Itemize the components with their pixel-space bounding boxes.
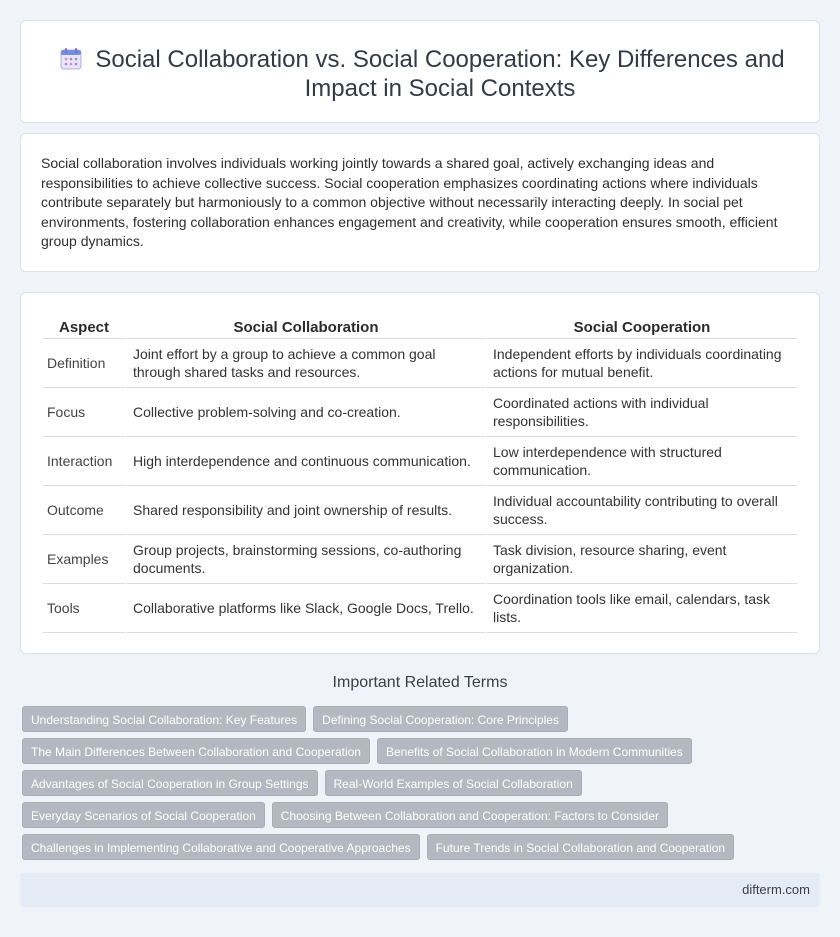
title-card bbox=[20, 20, 820, 123]
row-cooperation: Coordinated actions with individual responsibilities. bbox=[485, 388, 797, 437]
table-row bbox=[43, 388, 797, 437]
row-collaboration: Collective problem-solving and co-creation. bbox=[125, 388, 485, 437]
related-term-link[interactable]: Challenges in Implementing Collaborative and Cooperative Approaches bbox=[22, 834, 420, 860]
table-row bbox=[43, 486, 797, 535]
row-aspect: Interaction bbox=[43, 437, 125, 486]
table-header-row bbox=[43, 313, 797, 339]
header-cooperation: Social Cooperation bbox=[485, 313, 797, 339]
row-aspect: Focus bbox=[43, 388, 125, 437]
row-collaboration: Group projects, brainstorming sessions, co-authoring documents. bbox=[125, 535, 485, 584]
row-collaboration: Shared responsibility and joint ownership of results. bbox=[125, 486, 485, 535]
row-aspect: Definition bbox=[43, 339, 125, 388]
comparison-table bbox=[43, 313, 797, 633]
related-term-link[interactable]: Advantages of Social Cooperation in Group Settings bbox=[22, 770, 318, 796]
related-term-link[interactable]: Benefits of Social Collaboration in Modern Communities bbox=[377, 738, 692, 764]
page-title: Social Collaboration vs. Social Cooperation: Key Differences and Impact in Social Contexts bbox=[95, 46, 785, 102]
page-title-wrap bbox=[61, 45, 799, 103]
related-term-link[interactable]: Everyday Scenarios of Social Cooperation bbox=[22, 802, 265, 828]
row-aspect: Outcome bbox=[43, 486, 125, 535]
row-collaboration: High interdependence and continuous communication. bbox=[125, 437, 485, 486]
footer-site-name: difterm.com bbox=[742, 882, 810, 897]
header-aspect: Aspect bbox=[43, 313, 125, 339]
related-term-link[interactable]: The Main Differences Between Collaboration and Cooperation bbox=[22, 738, 370, 764]
row-aspect: Examples bbox=[43, 535, 125, 584]
intro-paragraph: Social collaboration involves individuals working jointly towards a shared goal, actively exchanging ideas and responsibilities to achieve collective success. Social cooperation emphasizes coordinating actions where individuals contribute separately but harmoniously to a common objective without necessarily interacting deeply. In social pet environments, fostering collaboration enhances engagement and creativity, while cooperation ensures smooth, efficient group dynamics. bbox=[41, 155, 778, 249]
table-row bbox=[43, 584, 797, 633]
table-row bbox=[43, 535, 797, 584]
footer bbox=[20, 873, 820, 907]
related-term-link[interactable]: Understanding Social Collaboration: Key Features bbox=[22, 706, 306, 732]
related-terms-list bbox=[22, 706, 822, 860]
row-collaboration: Joint effort by a group to achieve a common goal through shared tasks and resources. bbox=[125, 339, 485, 388]
row-aspect: Tools bbox=[43, 584, 125, 633]
row-collaboration: Collaborative platforms like Slack, Google Docs, Trello. bbox=[125, 584, 485, 633]
comparison-card bbox=[20, 292, 820, 654]
table-row bbox=[43, 339, 797, 388]
intro-card bbox=[20, 133, 820, 272]
related-term-link[interactable]: Defining Social Cooperation: Core Principles bbox=[313, 706, 568, 732]
row-cooperation: Independent efforts by individuals coordinating actions for mutual benefit. bbox=[485, 339, 797, 388]
related-term-link[interactable]: Choosing Between Collaboration and Cooperation: Factors to Consider bbox=[272, 802, 668, 828]
header-collaboration: Social Collaboration bbox=[125, 313, 485, 339]
related-terms-title: Important Related Terms bbox=[332, 674, 508, 691]
row-cooperation: Coordination tools like email, calendars, task lists. bbox=[485, 584, 797, 633]
row-cooperation: Individual accountability contributing to overall success. bbox=[485, 486, 797, 535]
table-row bbox=[43, 437, 797, 486]
related-term-link[interactable]: Real-World Examples of Social Collaboration bbox=[325, 770, 582, 796]
related-term-link[interactable]: Future Trends in Social Collaboration and Cooperation bbox=[427, 834, 735, 860]
row-cooperation: Task division, resource sharing, event organization. bbox=[485, 535, 797, 584]
row-cooperation: Low interdependence with structured communication. bbox=[485, 437, 797, 486]
